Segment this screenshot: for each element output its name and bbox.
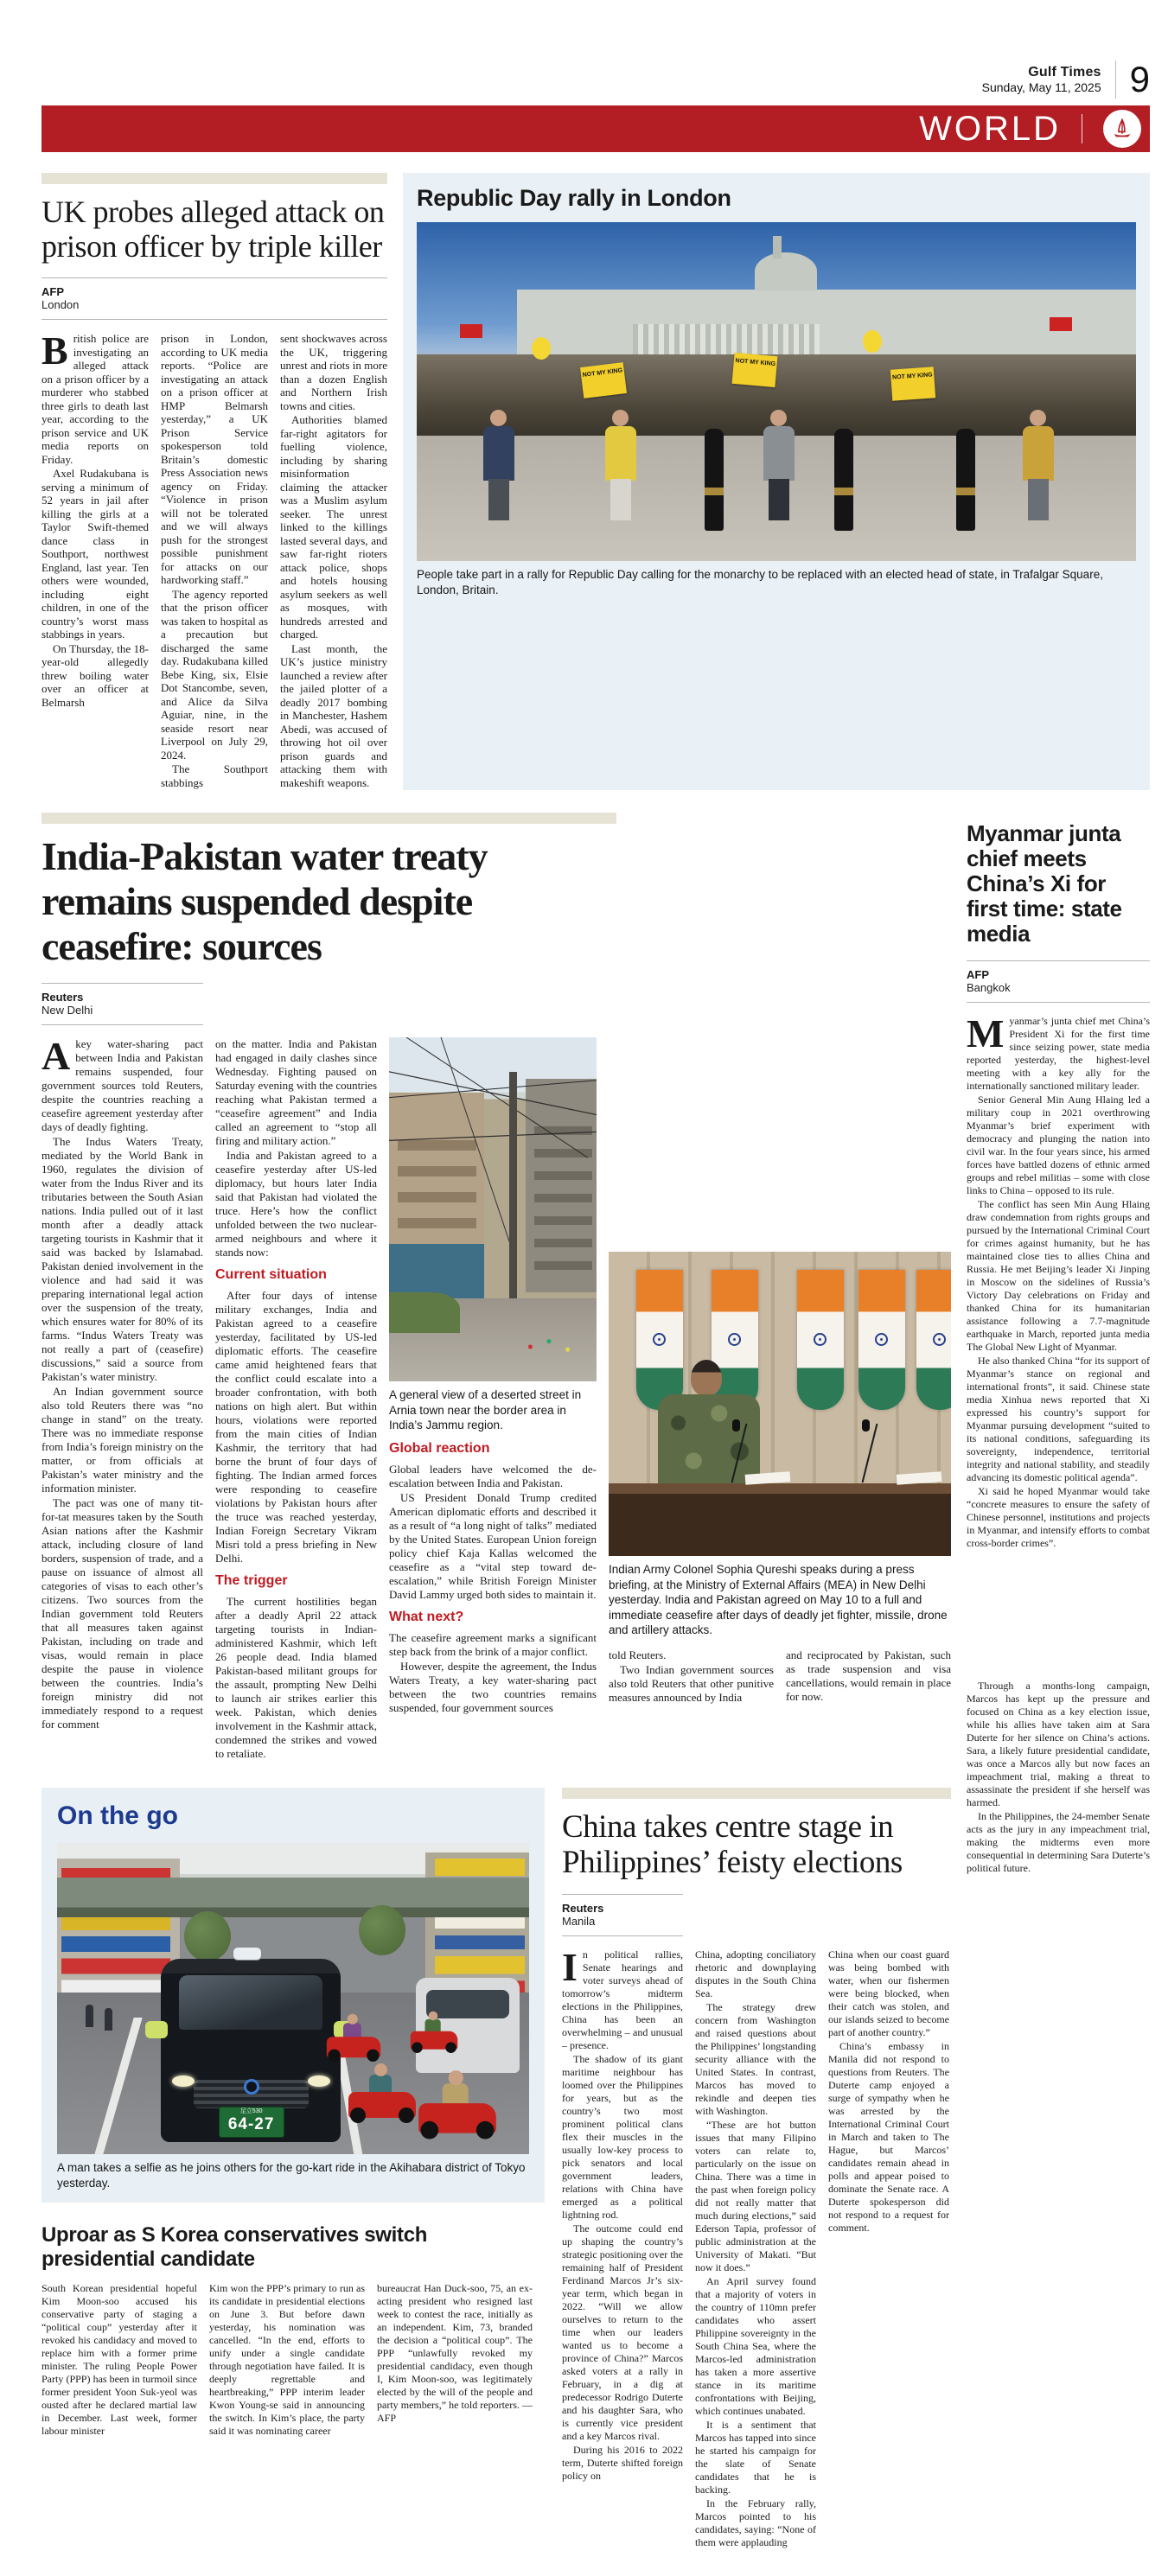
toyota-emblem — [244, 2079, 259, 2095]
paper-title: Gulf Times — [1028, 65, 1101, 80]
uk-byline — [41, 277, 387, 320]
bollard — [705, 429, 724, 531]
india-flag — [797, 1270, 844, 1410]
myanmar-byline — [967, 960, 1150, 1003]
gokart-caption: A man takes a selfie as he joins others for the go-kart ride in the Akihabara district of Tokyo yesterday. — [57, 2161, 526, 2190]
uk-headline: UK probes alleged attack on prison officer by triple killer — [41, 194, 385, 264]
article-skorea-candidate — [41, 2223, 545, 2439]
headline-kicker — [562, 1788, 951, 1799]
china-column-3: China when our coast guard was being bombed with water, when our fishermen were being blocked, when their catch was stolen, and our islands seized to become part of another country.” China’s embassy in Manila did not respond to questions from Reuters. The Duterte camp enjoyed a surge of sympathy when he was arrested by the International Criminal Court in March and taken to The Hague, but Marcos’ candidates remain ahead in polls and appear poised to dominate the Senate race. A Duterte spokesperson did not respond to a request for comment. — [828, 1948, 949, 2234]
subhead-current-situation: Current situation — [215, 1267, 327, 1282]
go-kart — [348, 2071, 416, 2123]
byline-source: AFP — [41, 285, 64, 298]
ashoka-chakra — [653, 1333, 666, 1346]
qureshi-caption: Indian Army Colonel Sophia Qureshi speaks during a press briefing, at the Ministry of External Affairs (MEA) in New Delhi yesterday. India and Pakistan agreed on May 10 to a full and immediate ceasefire after days of deadly jet fighter, missile, drone and artillery attacks. — [609, 1563, 948, 1636]
protest-placard: NOT MY KING — [732, 353, 778, 387]
colonel-qureshi-figure — [653, 1360, 765, 1489]
skorea-column-2: Kim won the PPP’s primary to run as its candidate in presidential elections on June 3. But before dawn yesterday, his nomination was cancelled. “In the end, efforts to unify under a single candidate through negotiation have failed. It is deeply regrettable and heartbreaking,” PPP interim leader Kwon Young-se said in announcing the switch. In Kim’s place, the party said it was nominating career — [209, 2282, 365, 2437]
microphone — [862, 1423, 878, 1482]
headline-kicker — [41, 173, 387, 184]
treaty-right-block — [609, 1037, 951, 1762]
treaty-column-1: Akey water-sharing pact between India and Pakistan remains suspended, four government sources told Reuters, despite the countries reaching a ceasefire agreement yesterday after days of deadly fighting. The Indus Waters Treaty, mediated by the World Bank in 1960, regulates the division of water from the Indus River and its tributaries between the South Asian nations. India pulled out of it last month after a deadly attack targeting tourists in Kashmir that it said was backed by Islamabad. Pakistan denied involvement in the violence and had said it was preparing international legal action over the suspension of the treaty, which ensures water for 80% of its farms. “Indus Waters Treaty was not really a part of (ceasefire) discussions,” said a source from Pakistan’s water ministry. An Indian government source also told Reuters there was “no change in stand” on the treaty. There was no immediate response from India’s foreign ministry on the matter, or from officials at Pakistan’s water ministry and the information minister. The pact was one of many tit-for-tat measures taken by the South Asian nations after the Kashmir attack, including closure of land borders, suspension of trade, and a pause on issuance of almost all categories of visas to each other’s citizens. Two sources from the Indian government told Reuters that all measures taken against Pakistan, including on trade and visas, would remain in place despite the pause in violence between the countries. India’s foreign ministry did not immediately respond to a request for comment — [41, 1034, 203, 1731]
building-columns — [633, 324, 820, 357]
india-flag — [916, 1270, 951, 1410]
byline-location: Bangkok — [967, 981, 1011, 994]
street-caption: A general view of a deserted street in Arnia town near the border area in India’s Jammu region. — [389, 1388, 582, 1431]
rally-title: Republic Day rally in London — [417, 185, 731, 211]
qureshi-press-briefing-photo — [609, 1252, 951, 1556]
litter — [518, 1333, 580, 1361]
bollard — [956, 429, 975, 531]
byline-source: AFP — [967, 968, 989, 981]
grass-patch — [389, 1292, 460, 1334]
ashoka-chakra — [875, 1333, 888, 1346]
treaty-byline — [41, 983, 203, 1025]
treaty-column-4: told Reuters. Two Indian government sources also told Reuters that other punitive measures announced by India — [609, 1648, 774, 1704]
taxi-roof-sign — [233, 1947, 262, 1961]
headlight — [172, 2075, 195, 2087]
rail-overpass — [57, 1878, 529, 1918]
china-column-4: Through a months-long campaign, Marcos has kept up the pressure and focused on China as a key election issue, while his allies have taken aim at Sara Duterte for her silence on China’s actions. Sara, a likely future presidential candidate, was once a Marcos ally but now faces an impeachment trial, making a threat to assassinate the president if she herself was harmed. In the Philippines, the 24-member Senate acts as the jury in any impeachment trial, making the midterms even more consequential in determining Sara Duterte’s political future. — [967, 1680, 1150, 1874]
gallery-building — [517, 290, 1136, 354]
byline-source: Reuters — [41, 991, 84, 1004]
headline-kicker — [41, 813, 616, 824]
china-headline: China takes centre stage in Philippines’ feisty elections — [562, 1809, 903, 1880]
byline-source: Reuters — [562, 1902, 604, 1915]
article-myanmar-xi — [967, 821, 1150, 1550]
rally-caption: People take part in a rally for Republic Day calling for the monarchy to be replaced with an elected head of state, in Trafalgar Square, London, Britain. — [417, 568, 1103, 596]
bollard — [834, 429, 853, 531]
issue-date: Sunday, May 11, 2025 — [981, 80, 1101, 94]
uk-column-1: British police are investigating an alleged attack on a prison officer by a murderer who stabbed three girls to death last year, according to the prison service and UK media reports on Friday. Axel Rudakubana is serving a minimum of 52 years in jail after killing the girls at a Taylor Swift-themed dance class in Southport, northwest England, last year. Ten others were wounded, including eight children, in one of the country’s worst mass stabbings in years. On Thursday, the 18-year-old allegedly threw boiling water over an officer at Belmarsh — [41, 328, 149, 709]
dhow-icon — [1103, 110, 1141, 148]
ashoka-chakra — [814, 1333, 827, 1346]
rally-photo — [417, 222, 1136, 561]
treaty-headline: India-Pakistan water treaty remains suspended despite ceasefire: sources — [41, 834, 488, 968]
protester-figure — [762, 410, 796, 520]
microphone-head — [732, 1419, 740, 1431]
protester-figure — [1021, 410, 1056, 520]
side-mirror — [145, 2021, 168, 2038]
go-kart — [411, 2017, 458, 2053]
china-column-2: China, adopting conciliatory rhetoric and downplaying disputes in the South China Sea. The strategy drew concern from Washington and raised questions about the Philippines’ longstanding security alliance with the United States. In contrast, Marcos has moved to rekindle and deepen ties with Washington. “These are hot button issues that many Filipino voters can relate to, particularly on the issue on China. There was a time in the past when foreign policy did not really matter that much during elections,” said Ederson Tapia, professor of public administration at the University of Makati. “But now it does.” An April survey found that a majority of voters in the country of 110mn prefer candidates who assert Philippine sovereignty in the South China Sea, where the Marcos-led administration has taken a more assertive stance in its maritime confrontations with Beijing, which continues unabated. It is a sentiment that Marcos has tapped into since he started his campaign for the slate of Senate candidates that he is backing. In the February rally, Marcos pointed to his candidates, saying: “None of them were applauding — [695, 1948, 816, 2548]
article-china-philippines — [562, 1788, 951, 2550]
uk-column-3: sent shockwaves across the UK, triggering unrest and riots in more than a dozen English and Northern Irish towns and cities. Authorities blamed far-right agitators for fuelling violence, including by sharing misinformation claiming the attacker was a Muslim asylum seeker. The unrest linked to the killings lasted several days, and saw far-right rioters attack police, shops and hotels housing asylum seekers as well as mosques, with hundreds arrested and charged. Last month, the UK’s justice ministry launched a review after the jailed plotter of a deadly 2017 bombing in Manchester, Hashem Abedi, was accused of throwing hot oil over prison guards and attacking them with makeshift weapons. — [280, 332, 387, 789]
on-the-go-photo-box — [41, 1788, 545, 2203]
india-flag — [858, 1270, 905, 1410]
masthead — [41, 0, 1150, 105]
byline-location: Manila — [562, 1915, 596, 1928]
pedestrian — [86, 2005, 93, 2027]
china-column-1: In political rallies, Senate hearings and voter surveys ahead of tomorrow’s midterm elections in the Philippines, China has been an overwhelming – and unusual – presence. The shadow of its giant maritime neighbour has loomed over the Philippines for years, but as the country’s two most prominent political clans flex their muscles in the usually low-key process to pick senators and local government leaders, relations with China have emerged as a political lightning rod. The outcome could end up shaping the country’s strategic positioning over the remaining half of President Ferdinand Marcos Jr’s six-year term, which began in 2022. “Will we allow ourselves to return to the time when our leaders wanted us to become a province of China?” Marcos asked voters at a rally in February, in a dig at predecessor Rodrigo Duterte and his daughter Sara, who is currently vice president and a key Marcos rival. During his 2016 to 2022 term, Duterte shifted foreign policy on — [562, 1945, 683, 2482]
rally-photo-box — [403, 173, 1150, 790]
building-cupola — [773, 236, 782, 258]
section-title: WORLD — [919, 109, 1061, 148]
article-uk-prison-attack — [41, 173, 387, 790]
treaty-column-3: A general view of a deserted street in Arnia town near the border area in India’s Jammu region. Global reaction Global leaders have welcomed the de-escalation between India and Pakistan. US President Donald Trump credited American diplomatic efforts and described it as a result of “a long night of talks” mediated by the United States. European Union foreign policy chief Kaja Kallas welcomed the ceasefire as a “vital step toward de-escalation,” while British Foreign Minister David Lammy urged both sides to maintain it. What next? The ceasefire agreement marks a significant step back from the brink of a major conflict. However, despite the agreement, the Indus Waters Treaty, a key water-sharing pact between the two countries remains suspended, four government sources — [389, 1037, 597, 1762]
subhead-the-trigger: The trigger — [215, 1573, 288, 1588]
myanmar-column: Myanmar’s junta chief met China’s President Xi for the first time since seizing power, state media reported yesterday, the highest-level meeting with a key ally for the internationally sanctioned military leader. Senior General Min Aung Hlaing led a military coup in 2021 overthrowing Myanmar’s brief experiment with democracy and plunging the nation into civil war. In the four years since, his armed forces have battled dozens of ethnic armed groups and rebel militias – some with close links to China – opposed to its rule. The conflict has seen Min Aung Hlaing draw condemnation from rights groups and pursued by the International Criminal Court for crimes against humanity, but he has maintained close ties to allies China and Russia. He met Beijing’s leader Xi Jinping in Moscow on the sidelines of Russia’s Victory Day celebrations on Friday and thanked China for its humanitarian assistance following a 7.7-magnitude earthquake in March, reported junta media The Global New Light of Myanmar. He also thanked China “for its support of Myanmar’s stance on regional and international fronts”, it said. Chinese state media Xinhua news reported that Xi expressed his country’s support for Myanmar pursuing development “suited to its national conditions, safeguarding its sovereignty, independence, territorial integrity and national stability, and steadily advancing its domestic political agenda”. Xi said he hoped Myanmar would take “concrete measures to ensure the safety of Chinese personnel, institutions and projects in Myanmar, and intensify efforts to combat cross-border crimes”. — [967, 1011, 1150, 1549]
red-flag — [460, 324, 482, 338]
building-dome — [755, 252, 817, 290]
protest-placard: NOT MY KING — [890, 367, 935, 400]
skorea-headline: Uproar as S Korea conservatives switch presidential candidate — [41, 2223, 428, 2271]
treaty-column-5: and reciprocated by Pakistan, such as trade suspension and visa cancellations, would remain in place for now. — [786, 1648, 951, 1703]
pedestrian — [105, 2008, 112, 2031]
microphone-head — [862, 1419, 870, 1431]
license-plate: 足立530 64-27 — [219, 2107, 284, 2138]
go-kart — [327, 2020, 380, 2062]
skorea-column-1: South Korean presidential hopeful Kim Moon-soo accused his conservative party of staging a “political coup” yesterday after it revoked his candidacy and moved to replace him with a former prime minister. The ruling People Power Party (PPP) has been in turmoil since former president Yoon Suk-yeol was ousted after he declared martial law in December. Last week, former labour minister — [41, 2282, 197, 2437]
go-kart — [418, 2080, 496, 2139]
china-byline — [562, 1894, 683, 1936]
arnia-street-photo — [389, 1037, 597, 1381]
subhead-what-next: What next? — [389, 1609, 464, 1624]
subhead-global-reaction: Global reaction — [389, 1440, 490, 1456]
treaty-column-2: on the matter. India and Pakistan had engaged in daily clashes since Wednesday. Fighting paused on Saturday evening with the countries reaching what Pakistan termed a “ceasefire agreement” and India called an agreement to “stop all firing and military action.” India and Pakistan agreed to a ceasefire yesterday after US-led diplomacy, but hours later India said that Pakistan had violated the truce. Here’s how the conflict unfolded between the two nuclear-armed neighbours and where it stands now: Current situation After four days of intense military exchanges, India and Pakistan agreed to a ceasefire yesterday, facilitated by US-led diplomatic efforts. The ceasefire came amid heightened fears that the conflict could escalate into a broader confrontation, with both nations on high alert. But within hours, violations were reported from the main cities of Indian Kashmir, the territory that had borne the brunt of four days of fighting. The Indian armed forces were responding to ceasefire violations by Pakistan hours after the truce was reached yesterday, Indian Foreign Secretary Vikram Misri told a press briefing in New Delhi. The trigger The current hostilities began after a deadly April 22 attack targeting tourists in Indian-administered Kashmir, which left 26 people dead. India blamed Pakistan-based militant groups for the assault, prompting New Delhi to launch air strikes earlier this week. Pakistan, which denies involvement in the Kashmir attack, condemned the strikes and vowed to retaliate. — [215, 1037, 378, 1760]
ashoka-chakra — [933, 1333, 946, 1346]
windshield — [179, 1975, 322, 2031]
black-taxi — [161, 1959, 341, 2142]
myanmar-headline: Myanmar junta chief meets China’s Xi for first time: state media — [967, 820, 1122, 947]
article-india-pakistan-treaty — [41, 813, 951, 1762]
desk — [609, 1483, 951, 1556]
on-the-go-title: On the go — [57, 1801, 178, 1830]
tree — [359, 1905, 405, 1955]
tree — [184, 1911, 231, 1961]
byline-location: London — [41, 298, 80, 311]
skorea-column-3: bureaucrat Han Duck-soo, 75, an ex-acting president who resigned last week to contest the race, initially as an independent. Kim, 73, branded the decision a “political coup”. The PPP “unlawfully revoked my presidential candidacy, even though I, Kim Moon-soo, was legitimately elected by the will of the people and party members,” he told reporters. — AFP — [377, 2282, 533, 2424]
power-wires — [389, 1037, 597, 1244]
masthead-divider — [1115, 61, 1116, 99]
street-shopfront — [389, 1244, 484, 1299]
headlight — [308, 2075, 330, 2087]
ashoka-chakra — [728, 1333, 741, 1346]
protest-placard: NOT MY KING — [580, 362, 627, 399]
protester-figure — [603, 410, 638, 520]
red-flag — [1050, 317, 1072, 331]
page-number: 9 — [1129, 59, 1150, 99]
byline-location: New Delhi — [41, 1004, 93, 1017]
uk-column-2: prison in London, according to UK media reports. “Police are investigating an attack on a prison officer at HMP Belmarsh yesterday,” a UK Prison Service spokesperson told Britain’s domestic Press Association news agency on Friday. “Violence in prison will not be tolerated and we will always push for the strongest possible punishment for attacks on our hardworking staff.” The agency reported that the prison officer was taken to hospital as a precaution but discharged the same day. Rudakubana killed Bebe King, six, Elsie Dot Stancombe, seven, and Alice da Silva Aguiar, nine, in the seaside resort near Liverpool on July 29, 2024. The Southport stabbings — [161, 332, 268, 789]
gokart-photo — [57, 1843, 529, 2154]
section-banner — [41, 105, 1150, 152]
protester-figure — [482, 410, 516, 520]
utility-pole — [509, 1072, 517, 1306]
right-rail — [967, 813, 1150, 2550]
